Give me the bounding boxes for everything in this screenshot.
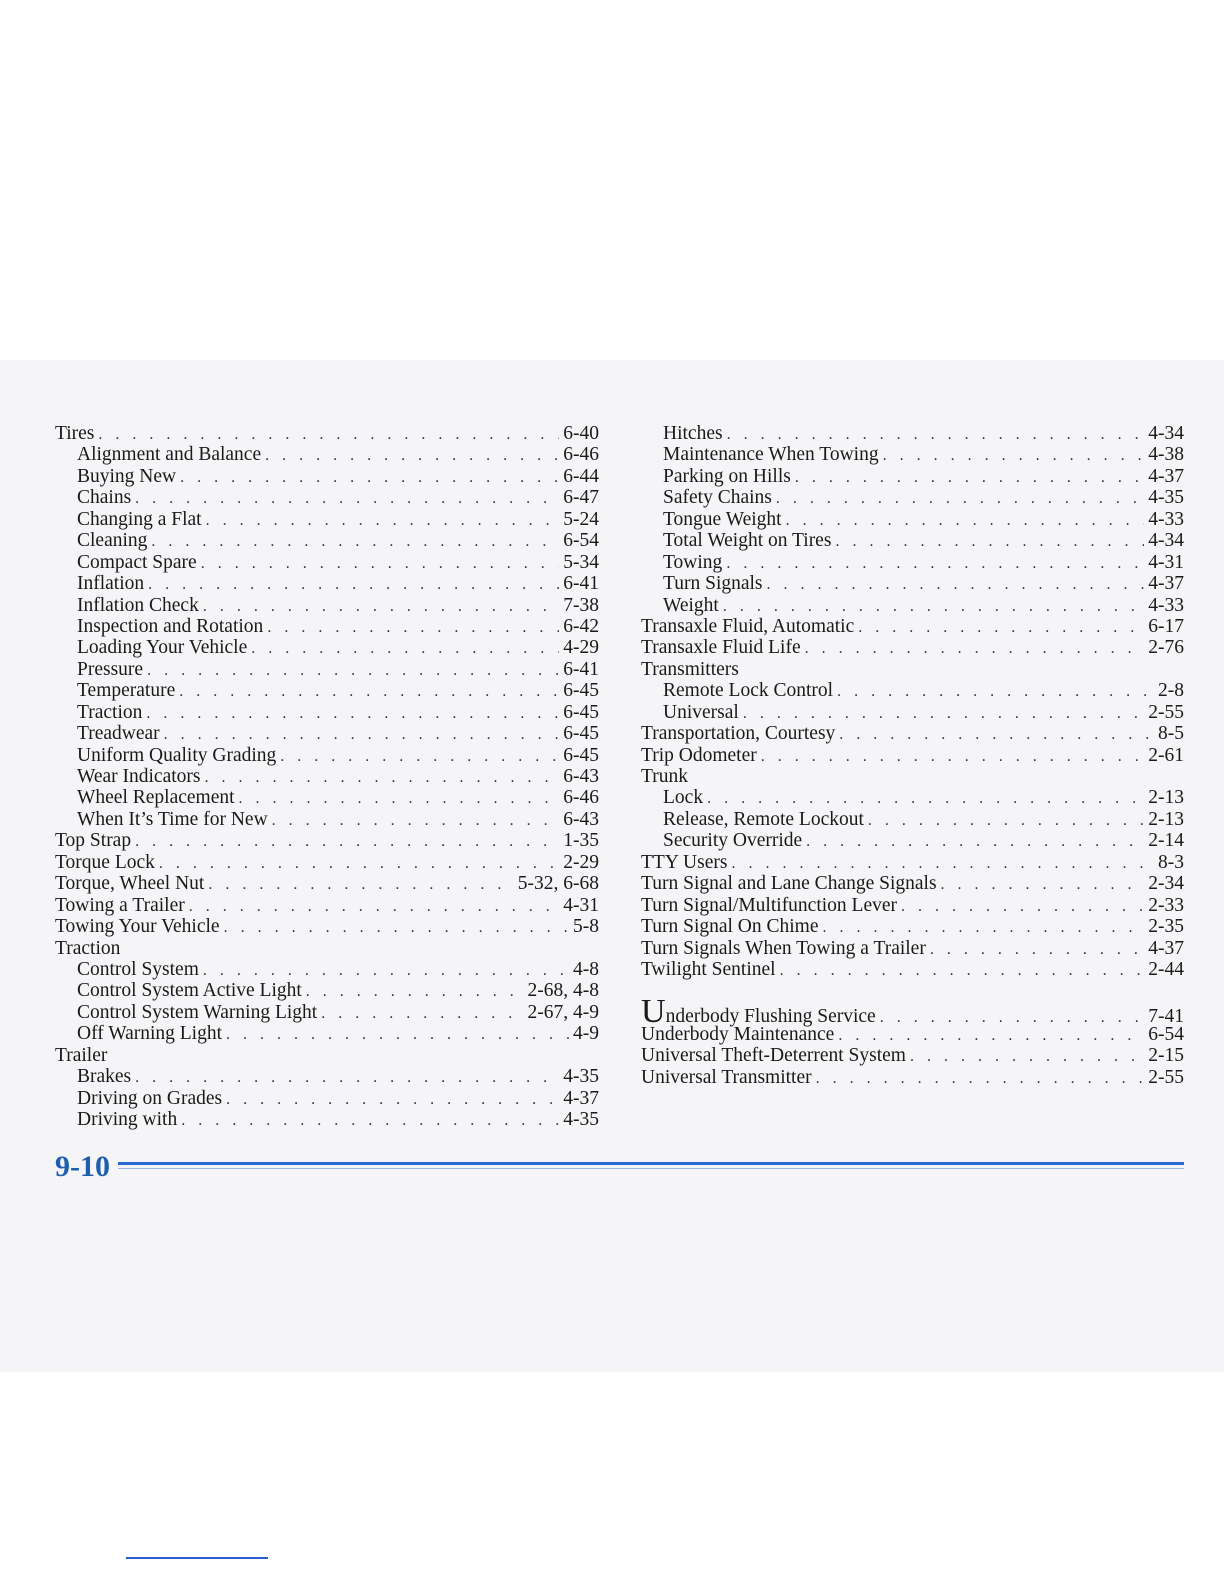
index-entry	[641, 895, 1184, 916]
entry-label: Remote Lock Control	[663, 680, 834, 702]
entry-label: Trunk	[641, 766, 688, 787]
index-entry	[641, 423, 1184, 444]
index-entry	[641, 444, 1184, 465]
entry-page: 4-37	[1148, 573, 1184, 595]
index-entry	[55, 1023, 599, 1044]
drop-cap: U	[641, 993, 666, 1031]
entry-page: 2-13	[1148, 808, 1184, 830]
leader-dots	[164, 724, 560, 745]
entry-label: Loading Your Vehicle	[77, 637, 248, 659]
leader-dots	[786, 510, 1145, 531]
leader-dots	[208, 874, 513, 895]
entry-label: Tires	[55, 423, 95, 444]
entry-label-rest: nderbody Flushing Service	[665, 1006, 876, 1028]
index-entry	[641, 552, 1184, 573]
index-entry	[641, 959, 1184, 980]
right-entries	[641, 423, 1184, 980]
entry-label: Turn Signals	[663, 573, 763, 595]
index-entry	[641, 993, 1184, 1031]
index-entry	[55, 916, 599, 937]
entry-page: 2-13	[1148, 787, 1184, 809]
index-entry	[55, 444, 599, 465]
entry-page: 2-34	[1148, 873, 1184, 895]
entry-page: 2-68, 4-8	[527, 980, 599, 1002]
u-entries	[641, 1024, 1184, 1088]
entry-page: 6-43	[563, 808, 599, 830]
entry-page: 4-35	[563, 1109, 599, 1130]
index-entry	[641, 659, 1184, 680]
entry-label: Parking on Hills	[663, 465, 791, 487]
index-entry	[55, 573, 599, 594]
index-entry	[641, 573, 1184, 594]
index-entry	[55, 509, 599, 530]
leader-dots	[189, 896, 560, 917]
index-entry	[55, 1109, 599, 1130]
entry-page: 1-35	[563, 830, 599, 852]
leader-dots	[179, 681, 559, 702]
entry-label: Changing a Flat	[77, 508, 202, 530]
leader-dots	[838, 1025, 1144, 1046]
entry-label: Transportation, Courtesy	[641, 723, 836, 745]
entry-label: Compact Spare	[77, 551, 197, 573]
index-entry	[55, 787, 599, 808]
entry-label: Off Warning Light	[77, 1023, 223, 1045]
index-entry	[641, 1067, 1184, 1088]
leader-dots	[776, 488, 1144, 509]
leader-dots	[148, 574, 559, 595]
leader-dots	[181, 1110, 559, 1131]
index-entry	[641, 509, 1184, 530]
entry-page: 4-38	[1148, 444, 1184, 466]
leader-dots	[883, 445, 1145, 466]
entry-label: Torque Lock	[55, 851, 155, 873]
entry-page: 6-45	[563, 701, 599, 723]
entry-label: Brakes	[77, 1066, 132, 1088]
leader-dots	[206, 510, 560, 531]
index-entry	[641, 1024, 1184, 1045]
index-entry	[641, 702, 1184, 723]
leader-dots	[180, 467, 559, 488]
leader-dots	[806, 831, 1144, 852]
entry-page: 6-54	[563, 530, 599, 552]
index-entry	[55, 980, 599, 1001]
leader-dots	[272, 810, 560, 831]
leader-dots	[910, 1046, 1144, 1067]
leader-dots	[201, 553, 560, 574]
index-entry	[641, 637, 1184, 658]
index-entry	[55, 766, 599, 787]
leader-dots	[767, 574, 1145, 595]
index-entry	[55, 959, 599, 980]
leader-dots	[930, 939, 1144, 960]
index-entry	[55, 895, 599, 916]
entry-page: 4-37	[563, 1087, 599, 1109]
leader-dots	[761, 746, 1145, 767]
entry-label: Security Override	[663, 830, 803, 852]
leader-dots	[835, 531, 1144, 552]
entry-page: 4-37	[1148, 937, 1184, 959]
index-entry	[55, 702, 599, 723]
entry-label: Transaxle Fluid, Automatic	[641, 615, 855, 637]
entry-page: 4-35	[563, 1066, 599, 1088]
index-entry	[55, 530, 599, 551]
index-entry	[55, 466, 599, 487]
index-entry	[55, 616, 599, 637]
entry-page: 6-47	[563, 487, 599, 509]
index-column-right	[641, 423, 1184, 1088]
entry-label: Control System Warning Light	[77, 1001, 318, 1023]
leader-dots	[901, 896, 1144, 917]
index-entry	[641, 616, 1184, 637]
index-entry	[55, 938, 599, 959]
entry-label: Transmitters	[641, 658, 739, 680]
entry-page: 4-34	[1148, 530, 1184, 552]
leader-dots	[135, 488, 559, 509]
leader-dots	[267, 617, 559, 638]
entry-page: 7-41	[1148, 1006, 1184, 1028]
entry-page: 2-55	[1148, 701, 1184, 723]
entry-label: Universal Theft-Deterrent System	[641, 1045, 906, 1067]
index-entry	[641, 595, 1184, 616]
entry-label: Alignment and Balance	[77, 444, 262, 466]
index-entry	[641, 766, 1184, 787]
leader-dots	[251, 638, 559, 659]
leader-dots	[868, 810, 1144, 831]
entry-page: 2-29	[563, 851, 599, 873]
entry-page: 6-44	[563, 465, 599, 487]
leader-dots	[146, 703, 559, 724]
index-entry	[55, 595, 599, 616]
index-entry	[55, 830, 599, 851]
entry-label: Inflation	[77, 573, 145, 595]
section-gap	[641, 980, 1184, 1002]
leader-dots	[743, 703, 1144, 724]
entry-label: Turn Signal/Multifunction Lever	[641, 894, 898, 916]
leader-dots	[265, 445, 559, 466]
index-entry	[55, 680, 599, 701]
leader-dots	[823, 917, 1145, 938]
index-entry	[641, 809, 1184, 830]
entry-page: 6-17	[1148, 615, 1184, 637]
entry-page: 5-8	[573, 916, 599, 938]
leader-dots	[731, 853, 1154, 874]
entry-page: 4-31	[1148, 551, 1184, 573]
entry-page: 2-33	[1148, 894, 1184, 916]
leader-dots	[723, 596, 1144, 617]
index-entry	[641, 787, 1184, 808]
entry-page: 2-44	[1148, 958, 1184, 980]
entry-label: Tongue Weight	[663, 508, 782, 530]
leader-dots	[816, 1068, 1145, 1089]
index-entry	[641, 916, 1184, 937]
entry-label: Safety Chains	[663, 487, 772, 509]
leader-dots	[226, 1089, 559, 1110]
entry-label: Transaxle Fluid Life	[641, 637, 801, 659]
entry-page: 6-45	[563, 680, 599, 702]
leader-dots	[837, 681, 1154, 702]
entry-page: 4-35	[1148, 487, 1184, 509]
entry-label: Lock	[663, 787, 704, 809]
entry-page: 4-9	[573, 1023, 599, 1045]
index-entry	[55, 1002, 599, 1023]
index-entry	[641, 1045, 1184, 1066]
leader-dots	[726, 553, 1144, 574]
entry-page: 6-46	[563, 444, 599, 466]
leader-dots	[135, 831, 559, 852]
entry-label: Control System	[77, 958, 199, 980]
entry-label: Turn Signal and Lane Change Signals	[641, 873, 937, 895]
index-entry	[641, 466, 1184, 487]
entry-label: Trailer	[55, 1044, 108, 1066]
entry-page: 6-40	[563, 423, 599, 444]
entry-label: Traction	[77, 701, 143, 723]
entry-page: 6-45	[563, 744, 599, 766]
entry-label: Trip Odometer	[641, 744, 757, 766]
entry-page: 2-15	[1148, 1045, 1184, 1067]
entry-label: Wear Indicators	[77, 766, 201, 787]
entry-page: 6-45	[563, 723, 599, 745]
page-number: 9-10	[55, 1150, 110, 1183]
entry-label: Release, Remote Lockout	[663, 808, 864, 830]
index-entry	[641, 830, 1184, 851]
entry-page: 2-76	[1148, 637, 1184, 659]
leader-dots	[239, 788, 560, 809]
leader-dots	[159, 853, 559, 874]
leader-dots	[280, 746, 559, 767]
leader-dots	[780, 960, 1145, 981]
index-entry	[55, 552, 599, 573]
entry-page: 5-34	[563, 551, 599, 573]
entry-page: 6-41	[563, 658, 599, 680]
entry-label: Torque, Wheel Nut	[55, 873, 205, 895]
leader-dots	[941, 874, 1145, 895]
entry-page: 6-41	[563, 573, 599, 595]
index-entry	[55, 1045, 599, 1066]
entry-page: 8-3	[1158, 851, 1184, 873]
entry-label: Treadwear	[77, 723, 160, 745]
entry-page: 2-55	[1148, 1066, 1184, 1088]
entry-label: Driving on Grades	[77, 1087, 223, 1109]
entry-label: Weight	[663, 594, 719, 616]
entry-label: TTY Users	[641, 851, 728, 873]
entry-page: 5-24	[563, 508, 599, 530]
leader-dots	[321, 1003, 523, 1024]
entry-label: Temperature	[77, 680, 176, 702]
index-entry	[55, 873, 599, 894]
entry-label: Driving with	[77, 1109, 178, 1130]
entry-label: Maintenance When Towing	[663, 444, 879, 466]
leader-dots	[203, 960, 569, 981]
leader-dots	[147, 660, 559, 681]
entry-label: Total Weight on Tires	[663, 530, 832, 552]
index-entry	[55, 723, 599, 744]
entry-page: 2-61	[1148, 744, 1184, 766]
entry-page: 5-32, 6-68	[517, 873, 599, 895]
entry-label: Top Strap	[55, 830, 132, 852]
index-entry	[55, 1066, 599, 1087]
entry-label: Cleaning	[77, 530, 148, 552]
entry-page: 2-67, 4-9	[527, 1001, 599, 1023]
index-entry	[55, 487, 599, 508]
leader-dots	[795, 467, 1144, 488]
entry-page: 7-38	[563, 594, 599, 616]
entry-label: When It’s Time for New	[77, 808, 268, 830]
entry-label: Buying New	[77, 465, 177, 487]
index-entry	[55, 809, 599, 830]
index-entry	[55, 659, 599, 680]
footer-rule-thin	[118, 1168, 1184, 1169]
bottom-underline	[126, 1557, 268, 1559]
footer-rule	[118, 1162, 1184, 1165]
entry-page: 4-31	[563, 894, 599, 916]
entry-label: Uniform Quality Grading	[77, 744, 277, 766]
leader-dots	[135, 1067, 559, 1088]
index-entry	[641, 487, 1184, 508]
entry-label: Universal Transmitter	[641, 1066, 812, 1088]
entry-page: 4-33	[1148, 508, 1184, 530]
index-entry	[641, 723, 1184, 744]
entry-label: Traction	[55, 937, 121, 959]
entry-label: Control System Active Light	[77, 980, 302, 1002]
index-entry	[55, 1088, 599, 1109]
leader-dots	[306, 981, 524, 1002]
index-column-left	[55, 423, 599, 1130]
index-entry	[641, 745, 1184, 766]
entry-page: 2-8	[1158, 680, 1184, 702]
leader-dots	[98, 424, 559, 445]
entry-page: 6-46	[563, 787, 599, 809]
entry-page: 6-43	[563, 766, 599, 787]
leader-dots	[805, 638, 1145, 659]
index-entry	[55, 637, 599, 658]
index-entry	[641, 680, 1184, 701]
leader-dots	[224, 917, 569, 938]
entry-page: 4-34	[1148, 423, 1184, 444]
entry-label: Inspection and Rotation	[77, 615, 264, 637]
leader-dots	[707, 788, 1144, 809]
leader-dots	[226, 1024, 569, 1045]
entry-page: 4-29	[563, 637, 599, 659]
index-entry	[55, 745, 599, 766]
index-entry	[641, 938, 1184, 959]
entry-label: Towing	[663, 551, 723, 573]
entry-page: 6-54	[1148, 1023, 1184, 1045]
index-entry	[641, 852, 1184, 873]
leader-dots	[151, 531, 559, 552]
index-entry	[55, 852, 599, 873]
entry-label: Underbody Maintenance	[641, 1023, 835, 1045]
leader-dots	[205, 767, 560, 788]
entry-label: Turn Signals When Towing a Trailer	[641, 937, 926, 959]
index-entry	[55, 423, 599, 444]
entry-label: Pressure	[77, 658, 144, 680]
leader-dots	[839, 724, 1154, 745]
entry-label: Twilight Sentinel	[641, 958, 776, 980]
entry-label: Chains	[77, 487, 132, 509]
entry-label: Towing a Trailer	[55, 894, 185, 916]
entry-page: 8-5	[1158, 723, 1184, 745]
entry-label: Turn Signal On Chime	[641, 916, 819, 938]
index-entry	[641, 873, 1184, 894]
entry-label: Inflation Check	[77, 594, 199, 616]
leader-dots	[203, 596, 559, 617]
entry-page: 4-37	[1148, 465, 1184, 487]
entry-label: Universal	[663, 701, 739, 723]
leader-dots	[727, 424, 1145, 445]
entry-label: Towing Your Vehicle	[55, 916, 220, 938]
entry-page: 2-35	[1148, 916, 1184, 938]
entry-page: 4-8	[573, 958, 599, 980]
entry-page: 6-42	[563, 615, 599, 637]
entry-page: 2-14	[1148, 830, 1184, 852]
leader-dots	[858, 617, 1144, 638]
entry-label: Hitches	[663, 423, 723, 444]
index-entry	[641, 530, 1184, 551]
entry-page: 4-33	[1148, 594, 1184, 616]
entry-label: Wheel Replacement	[77, 787, 235, 809]
